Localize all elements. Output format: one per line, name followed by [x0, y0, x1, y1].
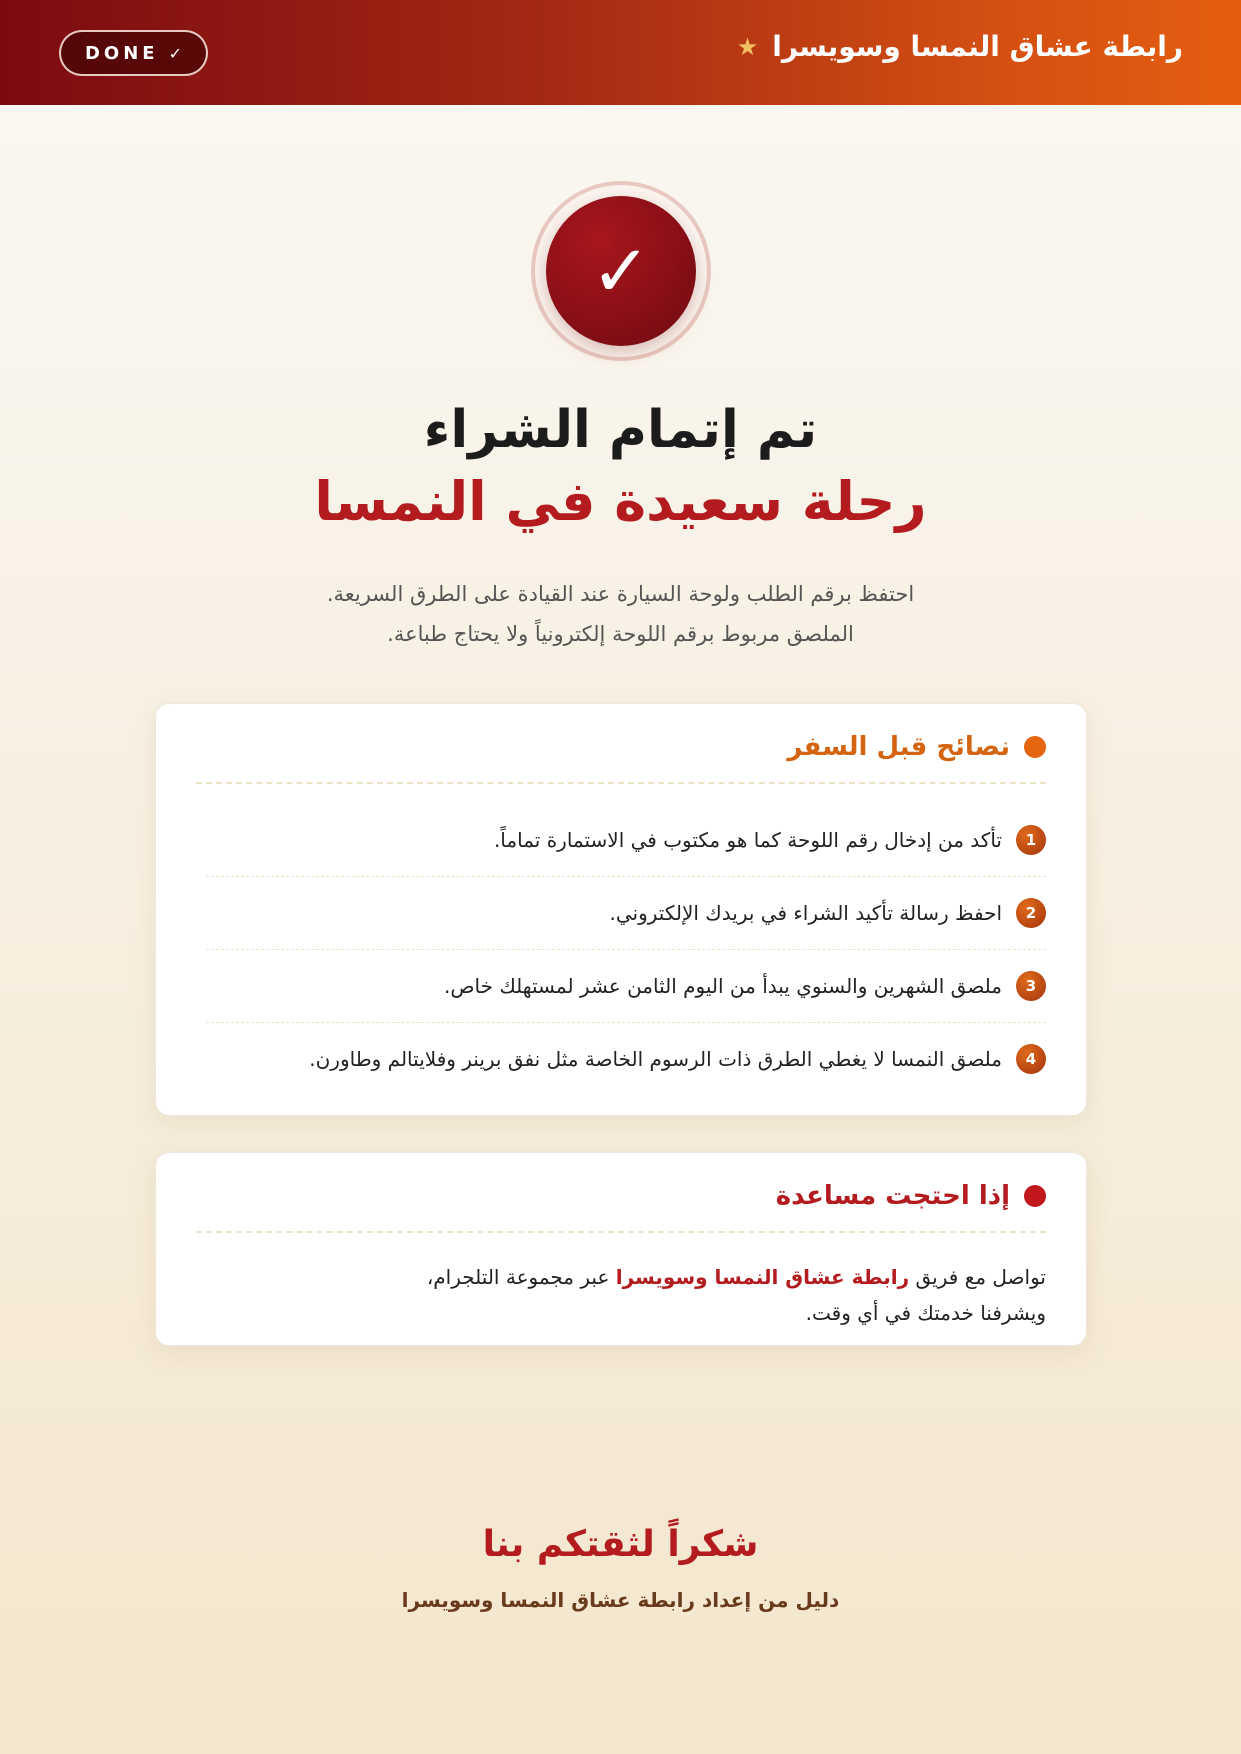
- done-label: DONE: [84, 42, 159, 64]
- lead-text: [0, 574, 1241, 654]
- help-line-2: ويشرفنا خدمتك في أي وقت.: [805, 1301, 1046, 1325]
- page-subtitle: رحلة سعيدة في النمسا: [314, 470, 927, 533]
- help-text: [196, 1259, 1046, 1331]
- tip-text: ملصق الشهرين والسنوي يبدأ من اليوم الثامن عشر لمستهلك خاص.: [443, 974, 1002, 998]
- success-check-icon: ✓: [546, 196, 696, 346]
- brand: [737, 30, 1183, 63]
- step-number-badge: 1: [1016, 825, 1046, 855]
- top-bar: [0, 0, 1241, 105]
- tips-card-header: [787, 732, 1046, 762]
- help-heading: إذا احتجت مساعدة: [775, 1181, 1010, 1211]
- tip-text: احفظ رسالة تأكيد الشراء في بريدك الإلكتروني.: [609, 901, 1002, 925]
- red-dot-icon: [1024, 1185, 1046, 1207]
- list-item: [206, 877, 1046, 950]
- list-item: [206, 950, 1046, 1023]
- check-icon: ✓: [168, 43, 182, 63]
- help-card: [155, 1152, 1087, 1346]
- brand-name: رابطة عشاق النمسا وسويسرا: [772, 30, 1183, 63]
- help-text-after: عبر مجموعة التلجرام،: [426, 1265, 616, 1289]
- divider: [196, 1231, 1046, 1233]
- step-number-badge: 3: [1016, 971, 1046, 1001]
- help-line-1: [196, 1259, 1046, 1295]
- lead-line-2: الملصق مربوط برقم اللوحة إلكترونياً ولا يحتاج طباعة.: [387, 622, 854, 646]
- team-name-highlight: رابطة عشاق النمسا وسويسرا: [615, 1265, 910, 1289]
- lead-line-1: احتفظ برقم الطلب ولوحة السيارة عند القيادة على الطرق السريعة.: [326, 582, 915, 606]
- thanks-heading: شكراً لثقتكم بنا: [482, 1524, 759, 1565]
- tip-text: ملصق النمسا لا يغطي الطرق ذات الرسوم الخاصة مثل نفق برينر وفلايتالم وطاورن.: [309, 1047, 1002, 1071]
- orange-dot-icon: [1024, 736, 1046, 758]
- list-item: [206, 804, 1046, 877]
- divider: [196, 782, 1046, 784]
- help-card-header: [776, 1181, 1046, 1211]
- done-button[interactable]: [59, 30, 208, 76]
- tips-card: [155, 703, 1087, 1116]
- step-number-badge: 2: [1016, 898, 1046, 928]
- tip-text: تأكد من إدخال رقم اللوحة كما هو مكتوب في الاستمارة تماماً.: [493, 828, 1002, 852]
- page-title: تم إتمام الشراء: [423, 400, 818, 460]
- tips-list: [206, 804, 1046, 1095]
- list-item: [206, 1023, 1046, 1095]
- footer-credit: دليل من إعداد رابطة عشاق النمسا وسويسرا: [401, 1588, 840, 1612]
- star-icon: ★: [736, 32, 759, 61]
- tips-heading: نصائح قبل السفر: [787, 732, 1010, 762]
- step-number-badge: 4: [1016, 1044, 1046, 1074]
- help-text-before: تواصل مع فريق: [909, 1265, 1046, 1289]
